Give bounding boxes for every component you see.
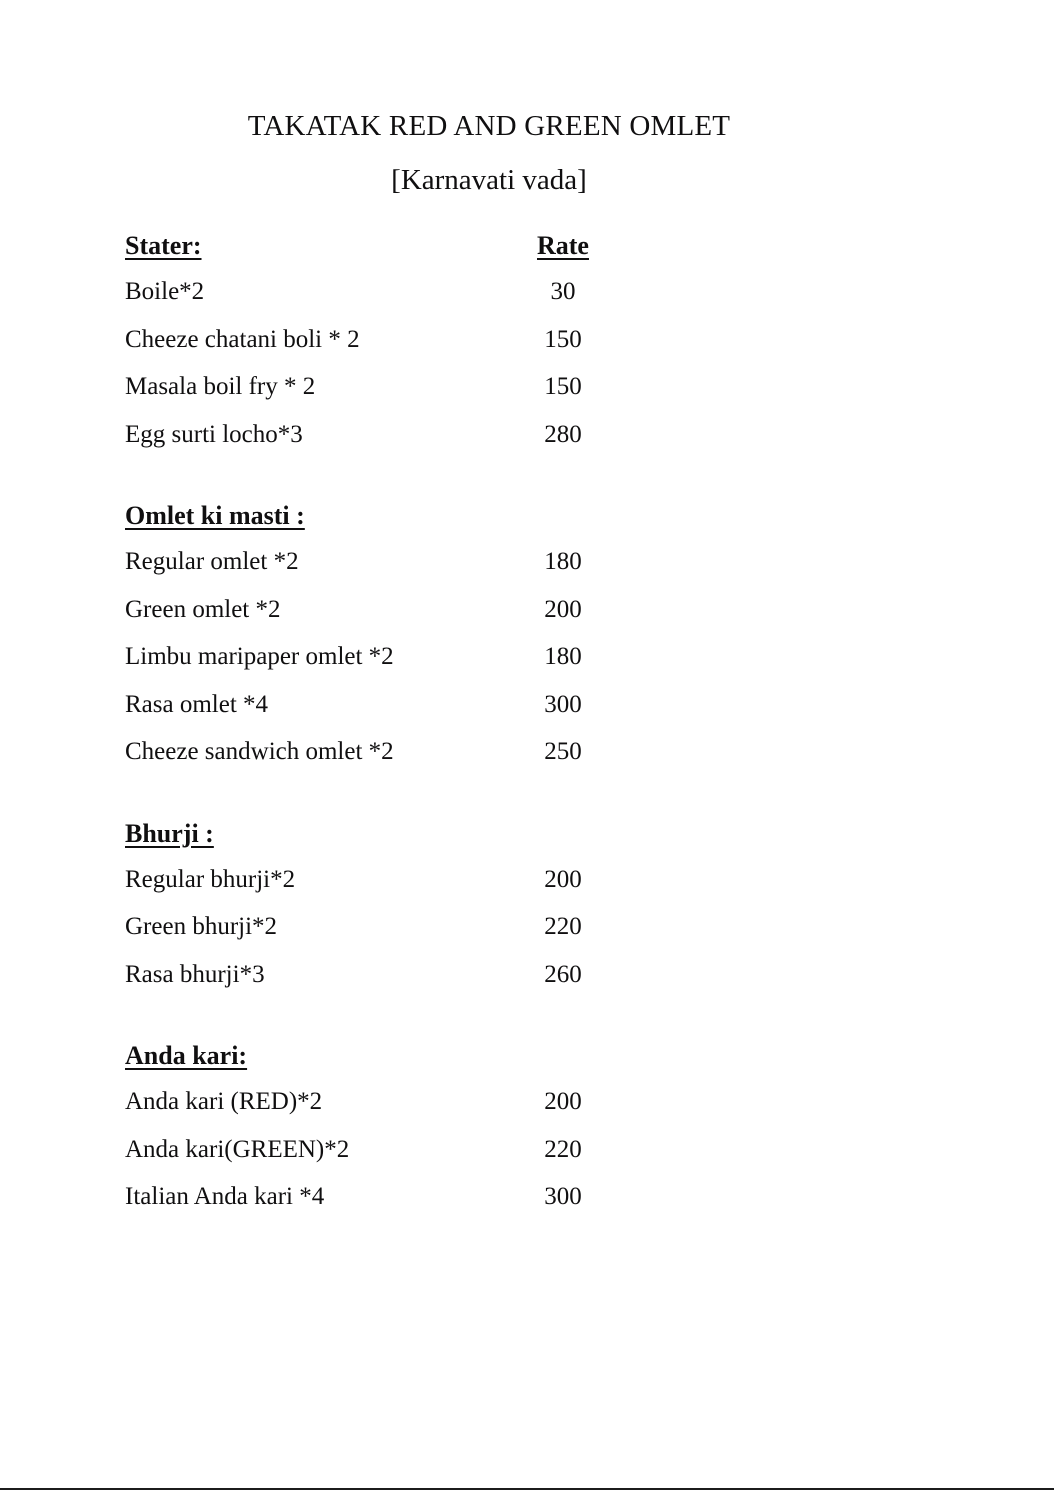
menu-item-rate: 250 (544, 738, 582, 765)
section-spacer (125, 1069, 930, 1089)
rate-column-header: Rate (537, 231, 589, 260)
menu-item-row (125, 1089, 930, 1137)
menu-item-row (125, 739, 930, 787)
menu-item-rate: 180 (544, 548, 582, 575)
menu-item-row (125, 279, 930, 327)
section-header-row (125, 233, 930, 259)
menu-item-name: Green bhurji*2 (125, 913, 278, 940)
menu-section (125, 233, 930, 469)
menu-item-name: Anda kari (RED)*2 (125, 1088, 323, 1115)
menu-item-rate: 150 (544, 325, 582, 353)
menu-item-name: Green omlet *2 (125, 595, 281, 623)
page-title (0, 112, 810, 141)
section-heading: Bhurji : (125, 818, 214, 848)
section-spacer (125, 529, 930, 549)
menu-item-row (125, 692, 930, 740)
menu-item-row (125, 549, 930, 597)
section-spacer (125, 259, 930, 279)
menu-item-rate: 300 (544, 1183, 582, 1210)
menu-item-rate: 220 (544, 1135, 582, 1163)
section-header-row (125, 1043, 930, 1069)
menu-item-rate: 260 (544, 960, 582, 988)
menu-item-name: Regular bhurji*2 (125, 865, 296, 893)
menu-item-row (125, 644, 930, 692)
section-header-row (125, 503, 930, 529)
menu-section (125, 503, 930, 787)
menu-item-name: Rasa omlet *4 (125, 690, 269, 718)
page-subtitle-text: [Karnavati vada] (391, 164, 587, 196)
menu-section (125, 1043, 930, 1232)
section-heading: Anda kari: (125, 1041, 248, 1070)
page-subtitle (0, 166, 810, 195)
menu-item-name: Boile*2 (125, 278, 205, 305)
menu-item-rate: 300 (544, 690, 582, 718)
menu-item-row (125, 597, 930, 645)
menu-item-row (125, 327, 930, 375)
menu-item-row (125, 374, 930, 422)
menu-section (125, 818, 930, 1010)
menu-item-row (125, 867, 930, 915)
menu-item-row (125, 914, 930, 962)
menu-item-name: Egg surti locho*3 (125, 420, 303, 448)
document-body (125, 112, 930, 1232)
menu-item-name: Limbu maripaper omlet *2 (125, 643, 394, 670)
menu-item-row (125, 1137, 930, 1185)
menu-item-row (125, 422, 930, 470)
menu-item-rate: 180 (544, 643, 582, 670)
menu-item-name: Anda kari(GREEN)*2 (125, 1135, 350, 1163)
menu-item-name: Rasa bhurji*3 (125, 960, 265, 988)
section-heading: Omlet ki masti : (125, 501, 305, 530)
menu-item-rate: 280 (544, 420, 582, 448)
menu-sections (125, 233, 930, 1232)
section-heading: Stater: (125, 231, 202, 260)
menu-item-rate: 200 (544, 1088, 582, 1115)
menu-item-name: Regular omlet *2 (125, 548, 299, 575)
menu-item-name: Italian Anda kari *4 (125, 1183, 325, 1210)
menu-item-rate: 30 (550, 278, 576, 305)
page-title-text: TAKATAK RED AND GREEN OMLET (247, 110, 731, 142)
menu-item-rate: 150 (544, 373, 582, 400)
menu-item-rate: 200 (544, 595, 582, 623)
menu-item-rate: 200 (544, 865, 582, 893)
menu-item-rate: 220 (544, 913, 582, 940)
menu-item-name: Cheeze chatani boli * 2 (125, 325, 360, 353)
menu-item-row (125, 962, 930, 1010)
section-spacer (125, 847, 930, 867)
menu-item-row (125, 1184, 930, 1232)
menu-item-name: Cheeze sandwich omlet *2 (125, 738, 394, 765)
section-header-row (125, 818, 930, 848)
menu-item-name: Masala boil fry * 2 (125, 373, 316, 400)
